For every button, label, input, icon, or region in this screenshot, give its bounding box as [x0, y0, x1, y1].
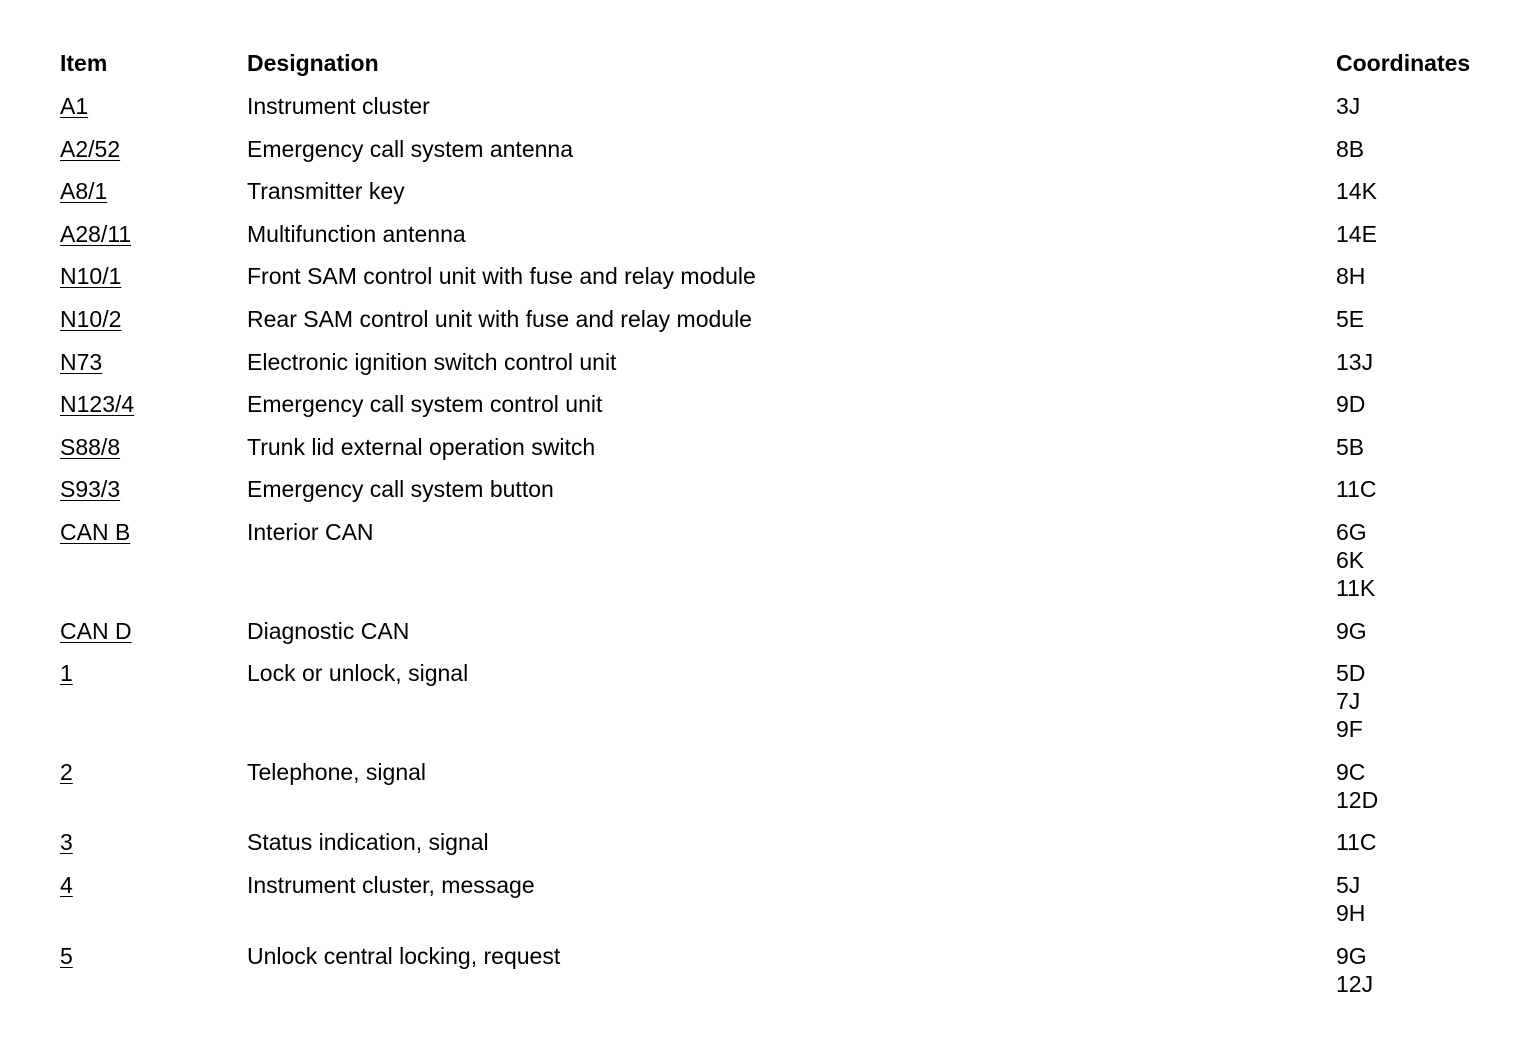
item-link[interactable]: N10/2 [60, 306, 122, 332]
header-item: Item [60, 50, 108, 76]
designation-cell: Lock or unlock, signal [247, 660, 469, 687]
item-link[interactable]: 4 [60, 872, 73, 898]
coordinate-value: 9G [1336, 617, 1367, 644]
designation-cell: Rear SAM control unit with fuse and relay module [247, 306, 752, 332]
item-cell [60, 475, 120, 503]
designation-cell: Emergency call system control unit [247, 391, 603, 418]
item-cell [60, 828, 73, 856]
item-link[interactable]: A28/11 [60, 220, 132, 247]
coordinates-cell [1336, 518, 1375, 602]
designation-cell: Front SAM control unit with fuse and relay module [247, 263, 756, 290]
designation-cell: Multifunction antenna [247, 220, 466, 247]
item-cell [60, 871, 73, 899]
coordinates-cell [1336, 305, 1364, 333]
header-coordinates: Coordinates [1336, 50, 1471, 76]
item-link[interactable]: 1 [60, 660, 73, 687]
item-cell [60, 220, 131, 248]
coordinates-cell [1336, 942, 1373, 998]
item-cell [60, 758, 73, 786]
item-link[interactable]: CAN B [60, 519, 131, 545]
coordinates-cell [1336, 135, 1364, 163]
designation-cell: Status indication, signal [247, 829, 489, 856]
designation-cell: Instrument cluster, message [247, 872, 535, 898]
item-cell [60, 659, 73, 687]
coordinates-cell [1336, 220, 1377, 248]
header-designation: Designation [247, 50, 379, 76]
designation-cell: Instrument cluster [247, 93, 430, 119]
coordinates-cell [1336, 348, 1373, 376]
designation-cell: Trunk lid external operation switch [247, 433, 596, 460]
item-link[interactable]: 5 [60, 942, 73, 969]
coordinates-cell [1336, 177, 1377, 205]
coordinate-value: 11K [1336, 575, 1376, 601]
coordinate-value: 11C [1336, 829, 1377, 856]
item-link[interactable]: 2 [60, 758, 73, 785]
item-cell [60, 433, 120, 461]
coordinates-cell [1336, 871, 1365, 927]
item-link[interactable]: S88/8 [60, 433, 121, 460]
designation-cell: Telephone, signal [247, 758, 427, 785]
item-link[interactable]: A1 [60, 93, 89, 119]
designation-cell: Electronic ignition switch control unit [247, 348, 617, 375]
coordinate-value: 9H [1336, 900, 1366, 926]
coordinates-cell [1336, 433, 1364, 461]
coordinate-value: 6K [1336, 547, 1365, 573]
item-cell [60, 92, 88, 120]
designation-cell: Emergency call system antenna [247, 135, 573, 162]
designation-cell: Unlock central locking, request [247, 942, 561, 969]
item-link[interactable]: N123/4 [60, 391, 135, 418]
designation-cell: Transmitter key [247, 178, 405, 205]
coordinate-value: 5J [1336, 872, 1361, 898]
designation-cell: Interior CAN [247, 519, 374, 545]
item-cell [60, 135, 120, 163]
coordinates-cell [1336, 828, 1377, 856]
coordinate-value: 9G [1336, 942, 1367, 969]
item-cell [60, 518, 130, 546]
coordinate-value: 12J [1336, 970, 1374, 997]
coordinate-value: 9F [1336, 716, 1363, 743]
coordinates-cell [1336, 390, 1365, 418]
coordinate-value: 6G [1336, 519, 1367, 545]
coordinate-value: 14E [1336, 220, 1377, 247]
coordinates-cell [1336, 92, 1360, 120]
item-link[interactable]: 3 [60, 829, 73, 856]
coordinate-value: 9C [1336, 758, 1366, 785]
item-link[interactable]: CAN D [60, 617, 132, 644]
item-link[interactable]: N73 [60, 348, 103, 375]
item-cell [60, 390, 134, 418]
item-cell [60, 177, 107, 205]
coordinate-value: 13J [1336, 348, 1374, 375]
item-cell [60, 305, 121, 333]
coordinates-cell [1336, 659, 1365, 743]
coordinate-value: 8H [1336, 263, 1366, 290]
coordinate-value: 5D [1336, 660, 1366, 687]
item-cell [60, 617, 132, 645]
coordinate-value: 8B [1336, 135, 1365, 162]
coordinates-cell [1336, 475, 1377, 503]
coordinates-cell [1336, 262, 1365, 290]
item-link[interactable]: A2/52 [60, 135, 121, 162]
coordinate-value: 14K [1336, 178, 1377, 205]
coordinate-value: 3J [1336, 93, 1361, 119]
coordinate-value: 7J [1336, 688, 1361, 715]
coordinate-value: 5E [1336, 306, 1365, 332]
coordinate-value: 12D [1336, 786, 1379, 813]
coordinate-value: 9D [1336, 391, 1366, 418]
designation-cell: Emergency call system button [247, 476, 554, 503]
coordinates-cell [1336, 758, 1378, 814]
coordinates-cell [1336, 617, 1367, 645]
item-cell [60, 262, 121, 290]
item-link[interactable]: S93/3 [60, 476, 121, 503]
item-cell [60, 348, 102, 376]
item-link[interactable]: A8/1 [60, 178, 108, 205]
item-cell [60, 942, 73, 970]
item-link[interactable]: N10/1 [60, 263, 122, 290]
coordinate-value: 5B [1336, 433, 1365, 460]
designation-cell: Diagnostic CAN [247, 617, 410, 644]
coordinate-value: 11C [1336, 476, 1377, 503]
